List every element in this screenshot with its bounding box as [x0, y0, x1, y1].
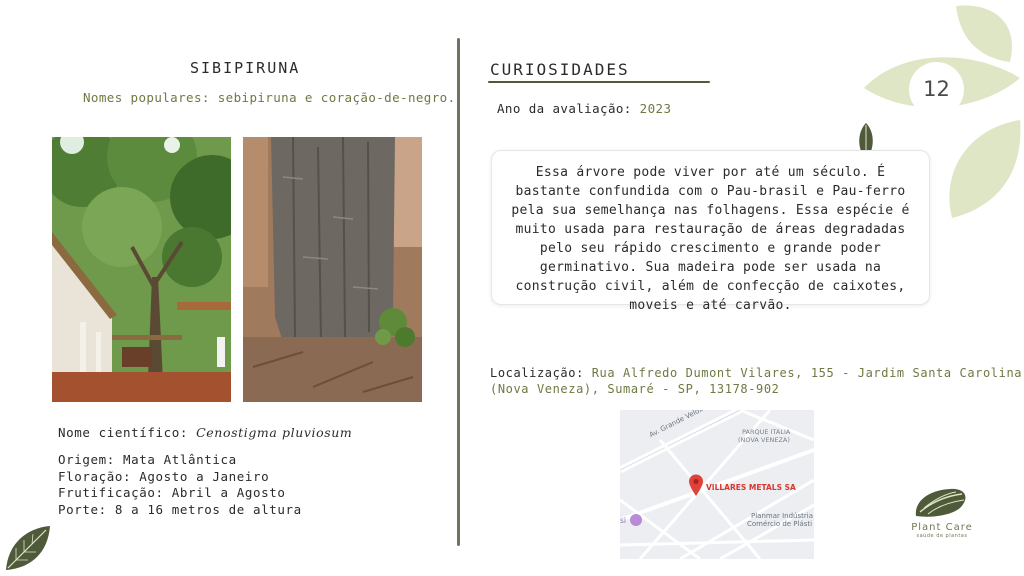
evaluation-year-label: Ano da avaliação: [497, 101, 640, 116]
curiosity-card [491, 150, 930, 313]
page-number: 12 [923, 77, 950, 101]
logo-name: Plant Care [911, 522, 973, 533]
map-place-label-1: Planmar Indústria [751, 512, 813, 520]
fruiting: Frutificação: Abril a Agosto [58, 485, 286, 500]
map-pin-label: VILLARES METALS SA [706, 483, 796, 492]
location-map[interactable] [620, 410, 814, 559]
plant-care-logo-icon [900, 486, 984, 520]
plant-care-logo [900, 486, 984, 539]
evaluation-year-value: 2023 [639, 101, 672, 116]
popular-names: Nomes populares: sebipiruna e coração-de-negro. [83, 90, 456, 105]
location-label: Localização: [490, 366, 592, 380]
species-details [58, 452, 302, 518]
evaluation-year [497, 101, 671, 116]
tree-canopy-photo [52, 137, 231, 402]
height: Porte: 8 a 16 metros de altura [58, 501, 302, 517]
map-place-label-2: Comércio de Plásti [747, 520, 813, 528]
origin: Origem: Mata Atlântica [58, 452, 237, 467]
curiosity-text: Essa árvore pode viver por até um século. É bastante confundida com o Pau-brasil e Pau-ferro pela sua semelhança nas folhagens. Essa espécie é muito usada para restauração de áreas degradadas pelo seu rápido crescimento e grande poder germinativo. Sua madeira pode ser usada na construção civil, além de confecção de caixotes, moveis e até carvão. [511, 165, 910, 313]
leaf-corner-icon [2, 524, 52, 574]
vertical-divider [457, 38, 460, 546]
map-pin-icon[interactable] [688, 474, 704, 496]
map-area-label-2: (NOVA VENEZA) [738, 436, 790, 444]
location-address-line1: Rua Alfredo Dumont Vilares, 155 - Jardim Santa Carolina [591, 366, 1023, 380]
location [490, 366, 1022, 397]
tree-trunk-photo [243, 137, 422, 402]
curiosities-title: CURIOSIDADES [490, 60, 630, 79]
location-address-line2: (Nova Veneza), Sumaré - SP, 13178-902 [490, 381, 780, 396]
map-area-label-1: PARQUE ITALIA [742, 428, 791, 436]
flowering: Floração: Agosto a Janeiro [58, 468, 270, 484]
species-title: SIBIPIRUNA [190, 59, 301, 77]
scientific-name-line [58, 425, 352, 440]
scientific-name-label: Nome científico: [58, 425, 197, 440]
curiosities-underline [488, 81, 710, 83]
logo-tagline: saúde de plantas [916, 533, 968, 539]
scientific-name: Cenostigma pluviosum [196, 425, 353, 440]
map-edge-label: si [620, 516, 626, 525]
